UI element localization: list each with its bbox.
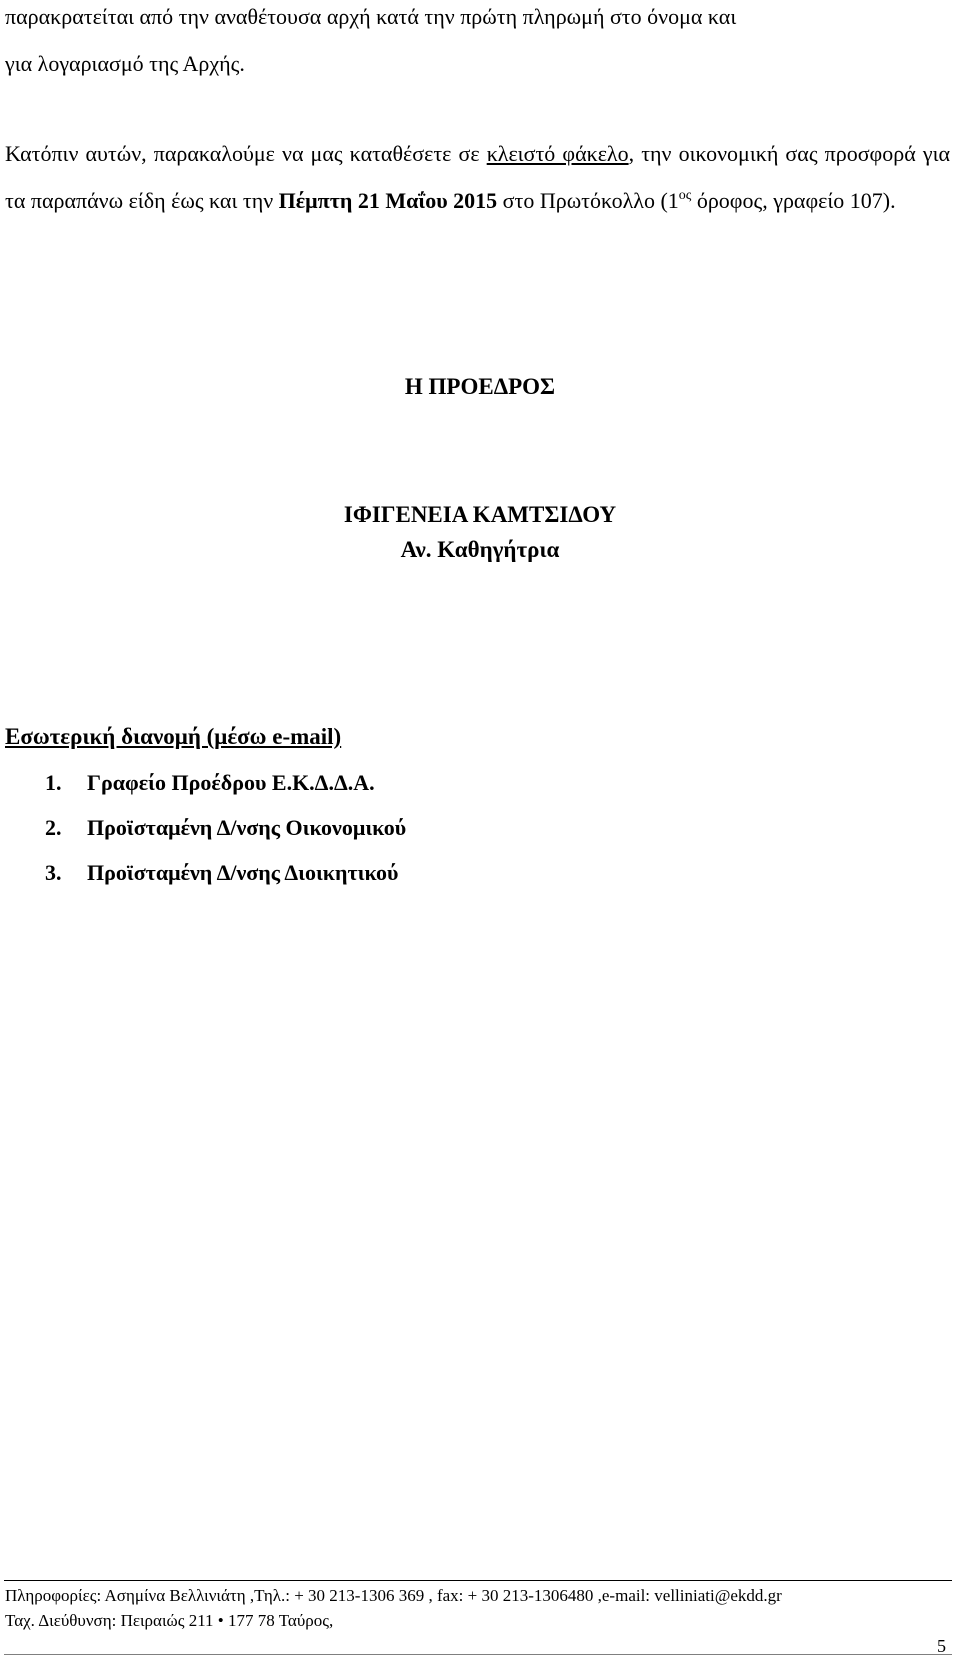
list-item-label: Προϊσταμένη Δ/νσης Διοικητικού [87, 860, 399, 885]
list-item-number: 1. [45, 770, 62, 795]
footer-contact-info: Πληροφορίες: Ασημίνα Βελλινιάτη ,Τηλ.: + 30 213-1306 369 , fax: + 30 213-1306480 ,e-mail: velliniati@ekdd.gr [5, 1586, 782, 1605]
paragraph-submission-instructions [5, 130, 950, 224]
footer-bottom-divider [4, 1654, 952, 1655]
paragraph-payment-retention [5, 0, 950, 87]
distribution-heading: Εσωτερική διανομή (μέσω e-mail) [5, 724, 342, 749]
text-run: στο Πρωτόκολλο (1 [497, 188, 679, 213]
underlined-text: κλειστό φάκελο [486, 141, 629, 166]
text-run: , την οικονομική σας προσφορά για τα παραπάνω είδη έως και την [5, 141, 951, 213]
text-run: όροφος, γραφείο 107). [691, 188, 896, 213]
page-number: 5 [937, 1636, 946, 1656]
list-item-number: 3. [45, 860, 62, 885]
paragraph-line: για λογαριασμό της Αρχής. [5, 51, 245, 76]
footer-divider [4, 1580, 952, 1581]
list-item-label: Γραφείο Προέδρου Ε.Κ.Δ.Δ.Α. [87, 770, 375, 795]
footer-address: Ταχ. Διεύθυνση: Πειραιώς 211 • 177 78 Ταύρος, [5, 1611, 334, 1630]
ordinal-superscript: ος [678, 188, 692, 203]
signature-rank: Αν. Καθηγήτρια [400, 537, 560, 562]
signature-title: Η ΠΡΟΕΔΡΟΣ [404, 374, 556, 399]
list-item-label: Προϊσταμένη Δ/νσης Οικονομικού [87, 815, 407, 840]
signature-name: ΙΦΙΓΕΝΕΙΑ ΚΑΜΤΣΙΔΟΥ [343, 502, 617, 527]
deadline-date: Πέμπτη 21 Μαΐου 2015 [278, 188, 498, 213]
text-run: Κατόπιν αυτών, παρακαλούμε να μας καταθέσετε σε [5, 141, 487, 166]
list-item-number: 2. [45, 815, 62, 840]
paragraph-line: παρακρατείται από την αναθέτουσα αρχή κατά την πρώτη πληρωμή στο όνομα και [5, 4, 737, 29]
